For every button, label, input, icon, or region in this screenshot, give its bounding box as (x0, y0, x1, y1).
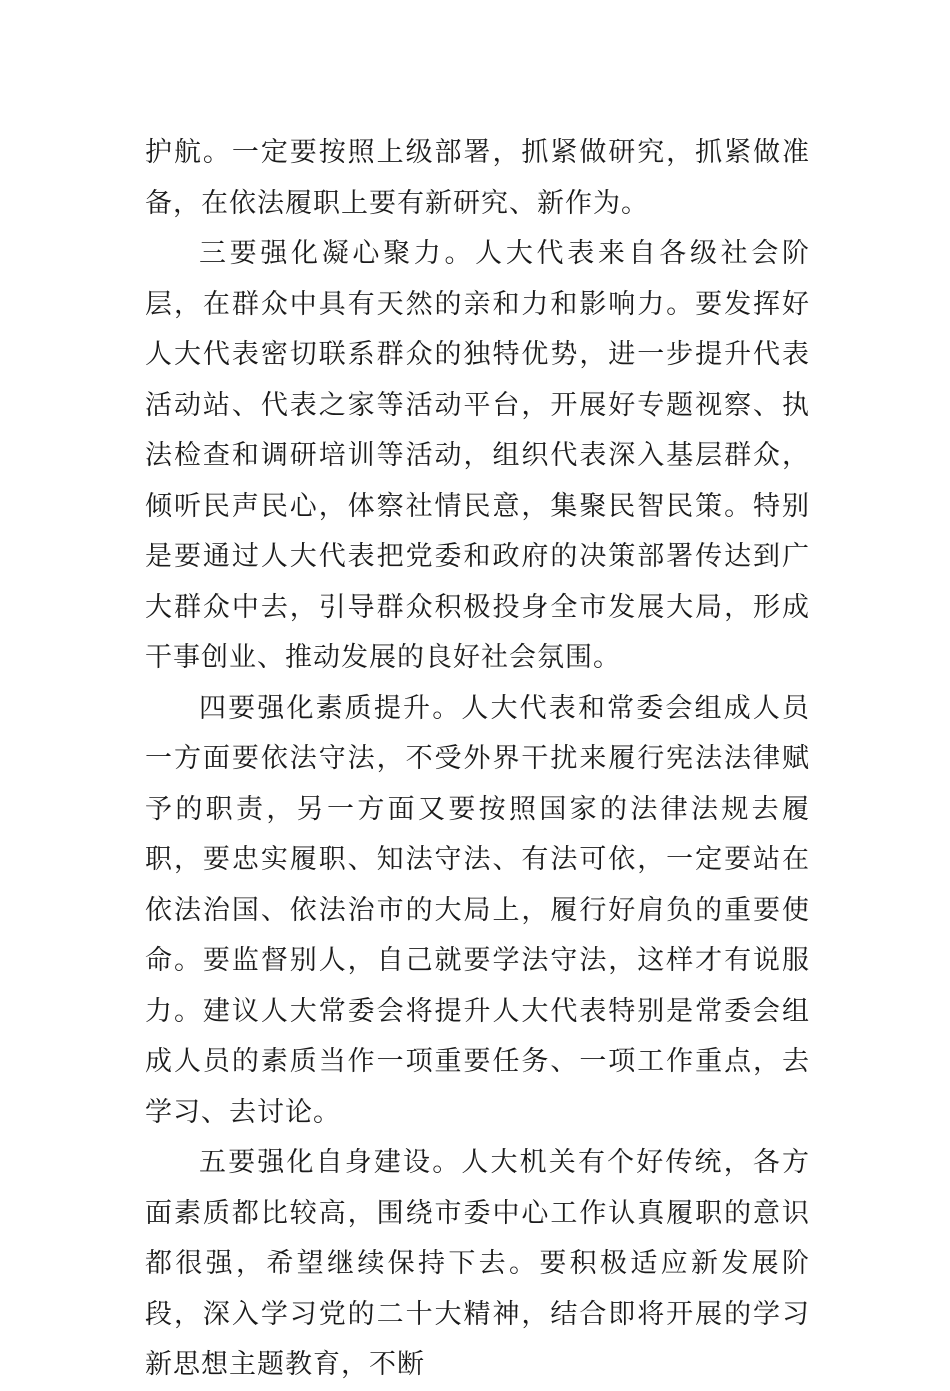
paragraph-continuation: 护航。一定要按照上级部署，抓紧做研究，抓紧做准备，在依法履职上要有新研究、新作为。 (145, 137, 810, 219)
paragraph-self-construction: 五要强化自身建设。人大机关有个好传统，各方面素质都比较高，围绕市委中心工作认真履职的意识都很强，希望继续保持下去。要积极适应新发展阶段，深入学习党的二十大精神，结合即将开展的学习新思想主题教育，不断 (145, 1147, 810, 1380)
paragraph-quality-improvement: 四要强化素质提升。人大代表和常委会组成人员一方面要依法守法，不受外界干扰来履行宪法法律赋予的职责，另一方面又要按照国家的法律法规去履职，要忠实履职、知法守法、有法可依，一定要站在依法治国、依法治市的大局上，履行好肩负的重要使命。要监督别人，自己就要学法守法，这样才有说服力。建议人大常委会将提升人大代表特别是常委会组成人员的素质当作一项重要任务、一项工作重点，去学习、去讨论。 (145, 692, 810, 1128)
document-body (145, 128, 810, 1391)
paragraph-cohesion: 三要强化凝心聚力。人大代表来自各级社会阶层，在群众中具有天然的亲和力和影响力。要发挥好人大代表密切联系群众的独特优势，进一步提升代表活动站、代表之家等活动平台，开展好专题视察、执法检查和调研培训等活动，组织代表深入基层群众，倾听民声民心，体察社情民意，集聚民智民策。特别是要通过人大代表把党委和政府的决策部署传达到广大群众中去，引导群众积极投身全市发展大局，形成干事创业、推动发展的良好社会氛围。 (145, 238, 810, 673)
